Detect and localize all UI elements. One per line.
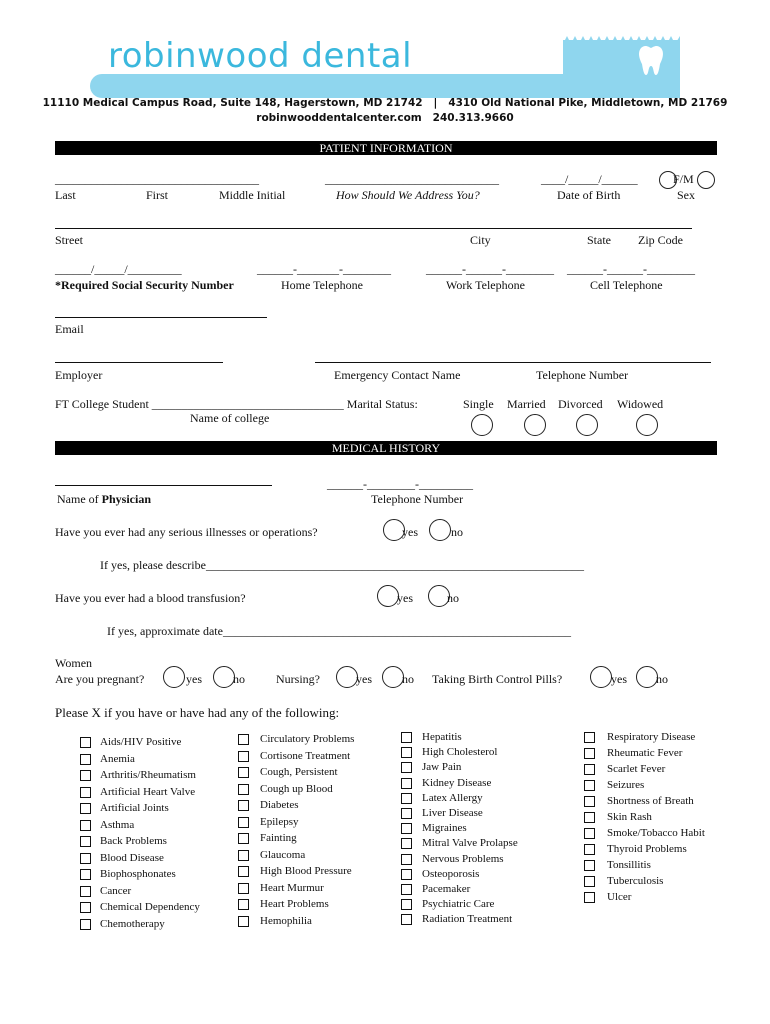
logo-text: robinwood dental — [108, 36, 413, 76]
condition-checkbox[interactable] — [401, 914, 412, 925]
physician-phone-label: Telephone Number — [371, 492, 464, 506]
condition-label: Anemia — [100, 752, 135, 765]
condition-label: Artificial Joints — [100, 802, 169, 814]
first-name-label: First — [146, 188, 169, 202]
condition-checkbox[interactable] — [401, 884, 412, 895]
women-label: Women — [55, 656, 93, 670]
medical-history-header: MEDICAL HISTORY — [55, 441, 717, 455]
condition-checkbox[interactable] — [238, 850, 249, 861]
address-field[interactable] — [55, 228, 692, 229]
nursing-no-label: no — [402, 672, 414, 686]
condition-label: Mitral Valve Prolapse — [422, 837, 518, 850]
marital-single-label: Single — [463, 397, 494, 411]
condition-label: Epilepsy — [260, 815, 299, 828]
condition-label: Blood Disease — [100, 851, 164, 864]
condition-label: Scarlet Fever — [607, 763, 666, 775]
college-name-label: Name of college — [190, 411, 270, 425]
transfusion-date-field[interactable]: If yes, approximate date__________________________________________________________ — [107, 624, 571, 638]
transfusion-yes-label: yes — [397, 591, 413, 605]
condition-checkbox[interactable] — [80, 737, 91, 748]
condition-checkbox[interactable] — [80, 886, 91, 897]
physician-field[interactable] — [55, 485, 272, 486]
illness-question: Have you ever had any serious illnesses or operations? — [55, 525, 318, 539]
condition-checkbox[interactable] — [238, 751, 249, 762]
illness-yes-label: yes — [402, 525, 418, 539]
condition-label: Arthritis/Rheumatism — [100, 769, 196, 781]
condition-checkbox[interactable] — [238, 800, 249, 811]
condition-label: Respiratory Disease — [607, 731, 696, 743]
sex-label: Sex — [677, 188, 695, 202]
condition-checkbox[interactable] — [584, 780, 595, 791]
birth-control-yes-label: yes — [611, 672, 627, 686]
ssn-label: *Required Social Security Number — [55, 278, 234, 292]
condition-label: Asthma — [100, 818, 135, 831]
condition-label: Radiation Treatment — [422, 913, 513, 926]
zigzag-edge — [563, 34, 680, 44]
condition-checkbox[interactable] — [584, 844, 595, 855]
condition-label: Cancer — [100, 884, 132, 897]
physician-label: Name of Physician — [57, 492, 151, 506]
nursing-yes-label: yes — [356, 672, 372, 686]
condition-checkbox[interactable] — [401, 747, 412, 758]
condition-label: Latex Allergy — [422, 791, 483, 804]
condition-checkbox[interactable] — [401, 899, 412, 910]
emergency-phone-label: Telephone Number — [536, 368, 629, 382]
condition-checkbox[interactable] — [238, 833, 249, 844]
condition-checkbox[interactable] — [584, 812, 595, 823]
marital-divorced-radio[interactable] — [576, 414, 598, 436]
condition-label: Shortness of Breath — [607, 795, 694, 807]
condition-checkbox[interactable] — [238, 883, 249, 894]
nursing-no-radio[interactable] — [382, 666, 404, 688]
condition-label: Hemophilia — [260, 914, 312, 927]
tooth-icon — [637, 44, 665, 78]
pregnant-no-label: no — [233, 672, 245, 686]
address-line: 11110 Medical Campus Road, Suite 148, Hagerstown, MD 21742 | 4310 Old National Pike, Middletown, MD 21769 — [42, 97, 728, 109]
condition-checkbox[interactable] — [401, 854, 412, 865]
condition-checkbox[interactable] — [80, 836, 91, 847]
condition-checkbox[interactable] — [401, 869, 412, 880]
condition-checkbox[interactable] — [401, 838, 412, 849]
pregnant-yes-label: yes — [186, 672, 202, 686]
condition-label: Smoke/Tobacco Habit — [607, 827, 705, 839]
condition-label: Heart Problems — [260, 898, 329, 910]
preferred-name-label: How Should We Address You? — [336, 188, 480, 202]
condition-label: Heart Murmur — [260, 881, 324, 894]
condition-checkbox[interactable] — [238, 734, 249, 745]
condition-label: Cough, Persistent — [260, 766, 338, 778]
emergency-contact-field[interactable] — [315, 362, 711, 363]
condition-checkbox[interactable] — [401, 778, 412, 789]
condition-label: Migraines — [422, 822, 467, 835]
condition-label: High Blood Pressure — [260, 865, 352, 877]
illness-no-radio[interactable] — [429, 519, 451, 541]
physician-phone-field[interactable]: ______-________-_________ — [327, 477, 473, 491]
birth-control-no-label: no — [656, 672, 668, 686]
college-student-field[interactable]: FT College Student ________________________________ Marital Status: — [55, 397, 418, 411]
dob-field[interactable]: ____/_____/______ — [541, 172, 638, 186]
condition-label: Fainting — [260, 832, 297, 844]
condition-label: Pacemaker — [422, 883, 471, 895]
condition-label: Seizures — [607, 779, 645, 791]
condition-checkbox[interactable] — [238, 916, 249, 927]
condition-checkbox[interactable] — [80, 787, 91, 798]
marital-single-radio[interactable] — [471, 414, 493, 436]
condition-label: Jaw Pain — [422, 761, 462, 774]
condition-checkbox[interactable] — [401, 732, 412, 743]
illness-describe-field[interactable]: If yes, please describe_______________________________________________________________ — [100, 558, 584, 572]
condition-checkbox[interactable] — [80, 869, 91, 880]
condition-checkbox[interactable] — [80, 754, 91, 765]
condition-label: Skin Rash — [607, 811, 652, 823]
zip-label: Zip Code — [638, 233, 683, 247]
city-label: City — [470, 233, 491, 247]
condition-label: Psychiatric Care — [422, 898, 495, 911]
nursing-yes-radio[interactable] — [336, 666, 358, 688]
cell-phone-field[interactable]: ______-______-________ — [567, 262, 695, 276]
condition-label: Chemotherapy — [100, 917, 165, 930]
home-phone-field[interactable]: ______-_______-________ — [257, 262, 391, 276]
last-name-label: Last — [55, 188, 76, 202]
transfusion-no-label: no — [447, 591, 459, 605]
condition-checkbox[interactable] — [401, 793, 412, 804]
middle-initial-label: Middle Initial — [219, 188, 286, 202]
condition-checkbox[interactable] — [238, 866, 249, 877]
dob-label: Date of Birth — [557, 188, 621, 202]
condition-label: Biophosphonates — [100, 868, 176, 880]
pregnant-question: Are you pregnant? — [55, 672, 145, 686]
pregnant-yes-radio[interactable] — [163, 666, 185, 688]
marital-widowed-radio[interactable] — [636, 414, 658, 436]
condition-checkbox[interactable] — [584, 796, 595, 807]
employer-field[interactable] — [55, 362, 223, 363]
condition-label: Osteoporosis — [422, 867, 480, 880]
condition-checkbox[interactable] — [584, 860, 595, 871]
condition-label: Cortisone Treatment — [260, 749, 351, 762]
condition-checkbox[interactable] — [80, 770, 91, 781]
condition-label: Tuberculosis — [607, 875, 664, 887]
name-field[interactable]: __________________________________ — [55, 172, 259, 186]
condition-label: Liver Disease — [422, 807, 483, 819]
patient-info-header: PATIENT INFORMATION — [55, 141, 717, 155]
ssn-field[interactable]: ______/_____/_________ — [55, 262, 182, 276]
condition-label: Diabetes — [260, 799, 299, 811]
work-phone-label: Work Telephone — [446, 278, 525, 292]
nursing-question: Nursing? — [276, 672, 320, 686]
condition-checkbox[interactable] — [238, 899, 249, 910]
condition-label: Thyroid Problems — [607, 843, 687, 855]
email-label: Email — [55, 322, 84, 336]
condition-label: Glaucoma — [260, 848, 306, 861]
condition-label: Ulcer — [607, 891, 632, 903]
marital-married-label: Married — [507, 397, 546, 411]
condition-label: Aids/HIV Positive — [100, 736, 182, 748]
employer-label: Employer — [55, 368, 103, 382]
condition-checkbox[interactable] — [238, 784, 249, 795]
condition-checkbox[interactable] — [80, 820, 91, 831]
cell-phone-label: Cell Telephone — [590, 278, 663, 292]
condition-checkbox[interactable] — [584, 732, 595, 743]
condition-label: Chemical Dependency — [100, 901, 200, 913]
pregnant-no-radio[interactable] — [213, 666, 235, 688]
preferred-name-field[interactable]: _____________________________ — [325, 172, 499, 186]
conditions-instruction: Please X if you have or have had any of the following: — [55, 705, 340, 720]
birth-control-question: Taking Birth Control Pills? — [432, 672, 563, 686]
condition-checkbox[interactable] — [401, 808, 412, 819]
condition-checkbox[interactable] — [584, 828, 595, 839]
condition-checkbox[interactable] — [80, 919, 91, 930]
emergency-name-label: Emergency Contact Name — [334, 368, 461, 382]
condition-label: Rheumatic Fever — [607, 747, 683, 759]
transfusion-question: Have you ever had a blood transfusion? — [55, 591, 246, 605]
condition-checkbox[interactable] — [80, 803, 91, 814]
condition-checkbox[interactable] — [584, 764, 595, 775]
condition-checkbox[interactable] — [80, 853, 91, 864]
condition-checkbox[interactable] — [401, 823, 412, 834]
condition-label: Circulatory Problems — [260, 733, 355, 745]
birth-control-yes-radio[interactable] — [590, 666, 612, 688]
condition-label: Tonsillitis — [607, 859, 651, 871]
sex-m-radio[interactable] — [697, 171, 715, 189]
condition-label: Kidney Disease — [422, 776, 492, 789]
condition-checkbox[interactable] — [584, 892, 595, 903]
work-phone-field[interactable]: ______-______-________ — [426, 262, 554, 276]
state-label: State — [587, 233, 611, 247]
condition-label: High Cholesterol — [422, 746, 498, 759]
illness-no-label: no — [451, 525, 463, 539]
condition-checkbox[interactable] — [584, 748, 595, 759]
condition-checkbox[interactable] — [401, 762, 412, 773]
condition-label: Artificial Heart Valve — [100, 785, 196, 798]
email-field[interactable] — [55, 317, 267, 318]
marital-widowed-label: Widowed — [617, 397, 664, 411]
condition-label: Back Problems — [100, 835, 167, 847]
condition-checkbox[interactable] — [80, 902, 91, 913]
condition-label: Nervous Problems — [422, 852, 504, 865]
condition-checkbox[interactable] — [584, 876, 595, 887]
home-phone-label: Home Telephone — [281, 278, 363, 292]
condition-label: Cough up Blood — [260, 782, 333, 795]
marital-married-radio[interactable] — [524, 414, 546, 436]
transfusion-yes-radio[interactable] — [377, 585, 399, 607]
condition-checkbox[interactable] — [238, 767, 249, 778]
condition-checkbox[interactable] — [238, 817, 249, 828]
sex-options-label: F/M — [673, 172, 694, 186]
street-label: Street — [55, 233, 83, 247]
contact-line: robinwooddentalcenter.com 240.313.9660 — [256, 112, 514, 124]
condition-label: Hepatitis — [422, 731, 462, 743]
marital-divorced-label: Divorced — [558, 397, 603, 411]
birth-control-no-radio[interactable] — [636, 666, 658, 688]
